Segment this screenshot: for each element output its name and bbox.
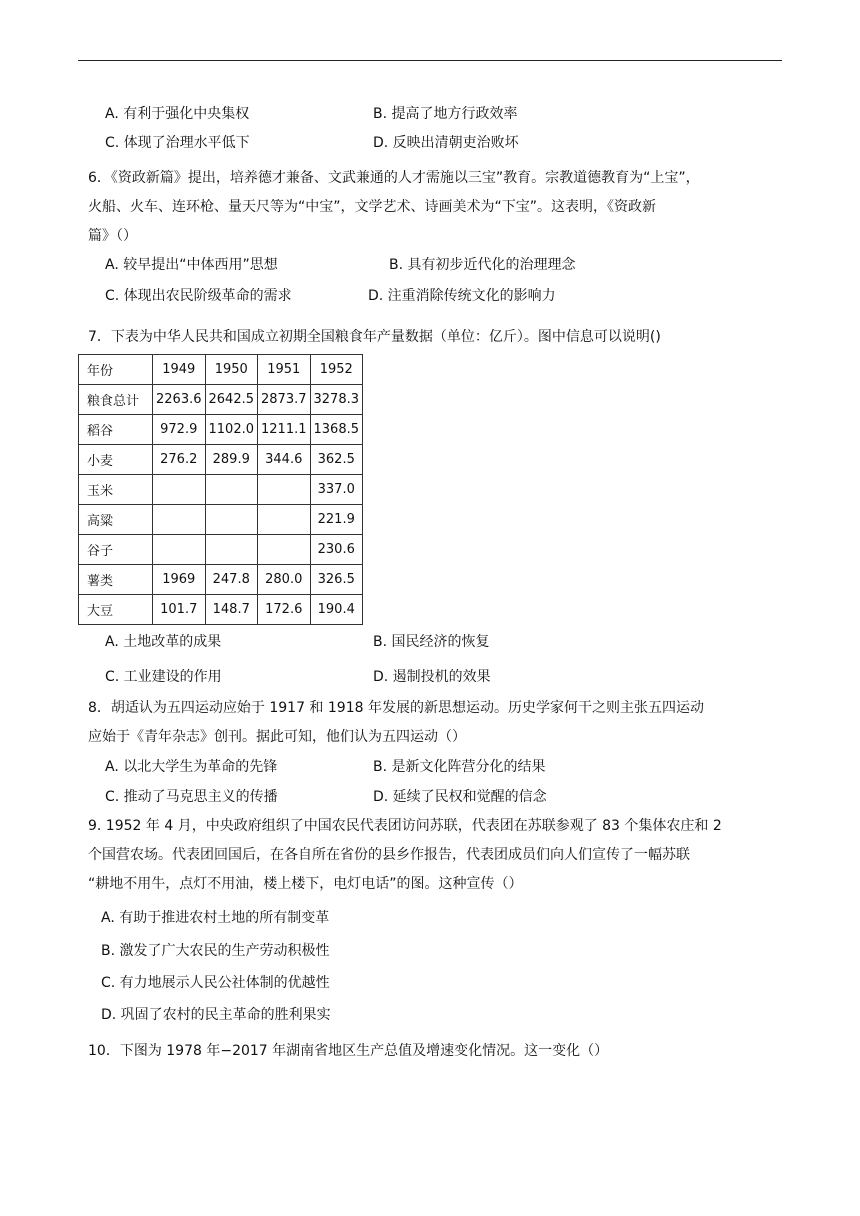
table-cell: 172.6 — [258, 595, 311, 625]
table-cell: 190.4 — [310, 595, 363, 625]
table-cell: 高粱 — [79, 505, 153, 535]
table-cell: 小麦 — [79, 445, 153, 475]
q5-option-b[interactable]: B. 提高了地方行政效率 — [373, 106, 518, 122]
q9-stem-line-2: 个国营农场。代表团回国后，在各自所在省份的县乡作报告，代表团成员们向人们宣传了一幅苏联 — [88, 847, 690, 863]
table-cell: 2642.5 — [205, 385, 258, 415]
q7-option-a[interactable]: A. 土地改革的成果 — [105, 634, 222, 650]
table-cell — [258, 505, 311, 535]
table-cell: 276.2 — [153, 445, 206, 475]
q7-option-d[interactable]: D. 遏制投机的效果 — [373, 669, 491, 685]
q8-stem-line-2: 应始于《青年杂志》创刊。据此可知，他们认为五四运动（） — [88, 729, 466, 745]
q6-option-b[interactable]: B. 具有初步近代化的治理理念 — [389, 257, 576, 273]
table-cell: 972.9 — [153, 415, 206, 445]
table-cell — [258, 535, 311, 565]
table-cell: 玉米 — [79, 475, 153, 505]
table-cell — [153, 505, 206, 535]
q6-stem-line-3: 篇》（） — [88, 228, 137, 244]
q6-option-c[interactable]: C. 体现出农民阶级革命的需求 — [105, 288, 292, 304]
q9-option-c[interactable]: C. 有力地展示人民公社体制的优越性 — [101, 975, 330, 991]
grain-output-table — [78, 354, 363, 625]
table-cell: 谷子 — [79, 535, 153, 565]
table-header-cell: 1950 — [205, 355, 258, 385]
table-cell: 大豆 — [79, 595, 153, 625]
table-cell: 1211.1 — [258, 415, 311, 445]
header-rule — [78, 60, 782, 61]
q8-option-a[interactable]: A. 以北大学生为革命的先锋 — [105, 759, 278, 775]
q6-stem-line-1: 6．《资政新篇》提出，培养德才兼备、文武兼通的人才需施以三宝”教育。宗教道德教育为“上宝”， — [88, 170, 700, 186]
table-cell: 101.7 — [153, 595, 206, 625]
table-cell: 薯类 — [79, 565, 153, 595]
q6-stem-line-2: 火船、火车、连环枪、量天尺等为“中宝”，文学艺术、诗画美术为“下宝”。这表明，《资政新 — [88, 199, 657, 215]
q10-stem-line-1: 10．下图为 1978 年−2017 年湖南省地区生产总值及增速变化情况。这一变化（） — [88, 1043, 609, 1059]
table-cell — [258, 475, 311, 505]
q9-stem-line-3: “耕地不用牛，点灯不用油，楼上楼下，电灯电话”的图。这种宣传（） — [88, 876, 523, 892]
table-cell: 221.9 — [310, 505, 363, 535]
table-cell: 362.5 — [310, 445, 363, 475]
table-row — [79, 595, 363, 625]
table-header-cell: 1949 — [153, 355, 206, 385]
q9-option-b[interactable]: B. 激发了广大农民的生产劳动积极性 — [101, 943, 330, 959]
table-row — [79, 505, 363, 535]
table-cell: 337.0 — [310, 475, 363, 505]
table-header-cell: 1951 — [258, 355, 311, 385]
table-cell: 230.6 — [310, 535, 363, 565]
table-cell: 粮食总计 — [79, 385, 153, 415]
q8-stem-line-1: 8．胡适认为五四运动应始于 1917 和 1918 年发展的新思想运动。历史学家何干之则主张五四运动 — [88, 700, 704, 716]
table-row — [79, 415, 363, 445]
table-cell: 2873.7 — [258, 385, 311, 415]
q8-option-c[interactable]: C. 推动了马克思主义的传播 — [105, 789, 278, 805]
table-cell: 289.9 — [205, 445, 258, 475]
table-cell — [153, 535, 206, 565]
q5-option-d[interactable]: D. 反映出清朝吏治败坏 — [373, 135, 519, 151]
q6-option-d[interactable]: D. 注重消除传统文化的影响力 — [368, 288, 556, 304]
table-cell: 247.8 — [205, 565, 258, 595]
table-row — [79, 565, 363, 595]
table-row — [79, 385, 363, 415]
table-cell — [153, 475, 206, 505]
q8-option-d[interactable]: D. 延续了民权和觉醒的信念 — [373, 789, 547, 805]
q9-option-d[interactable]: D. 巩固了农村的民主革命的胜利果实 — [101, 1007, 331, 1023]
q9-option-a[interactable]: A. 有助于推进农村土地的所有制变革 — [101, 910, 330, 926]
table-cell: 稻谷 — [79, 415, 153, 445]
q8-option-b[interactable]: B. 是新文化阵营分化的结果 — [373, 759, 546, 775]
table-cell: 148.7 — [205, 595, 258, 625]
table-cell: 1969 — [153, 565, 206, 595]
table-cell: 3278.3 — [310, 385, 363, 415]
table-header-cell: 年份 — [79, 355, 153, 385]
table-row — [79, 535, 363, 565]
q7-option-c[interactable]: C. 工业建设的作用 — [105, 669, 222, 685]
table-header-cell: 1952 — [310, 355, 363, 385]
table-cell: 1368.5 — [310, 415, 363, 445]
q5-option-a[interactable]: A. 有利于强化中央集权 — [105, 106, 250, 122]
table-header-row — [79, 355, 363, 385]
table-cell — [205, 535, 258, 565]
q5-option-c[interactable]: C. 体现了治理水平低下 — [105, 135, 250, 151]
table-row — [79, 475, 363, 505]
table-cell — [205, 505, 258, 535]
q7-stem-line-1: 7．下表为中华人民共和国成立初期全国粮食年产量数据（单位：亿斤）。图中信息可以说明() — [88, 329, 661, 345]
table-cell: 326.5 — [310, 565, 363, 595]
table-row — [79, 445, 363, 475]
q9-stem-line-1: 9. 1952 年 4 月，中央政府组织了中国农民代表团访问苏联，代表团在苏联参观了 83 个集体农庄和 2 — [88, 818, 722, 834]
table-cell — [205, 475, 258, 505]
q7-option-b[interactable]: B. 国民经济的恢复 — [373, 634, 490, 650]
table-cell: 1102.0 — [205, 415, 258, 445]
table-cell: 2263.6 — [153, 385, 206, 415]
table-cell: 344.6 — [258, 445, 311, 475]
q6-option-a[interactable]: A. 较早提出“中体西用”思想 — [105, 257, 278, 273]
table-cell: 280.0 — [258, 565, 311, 595]
